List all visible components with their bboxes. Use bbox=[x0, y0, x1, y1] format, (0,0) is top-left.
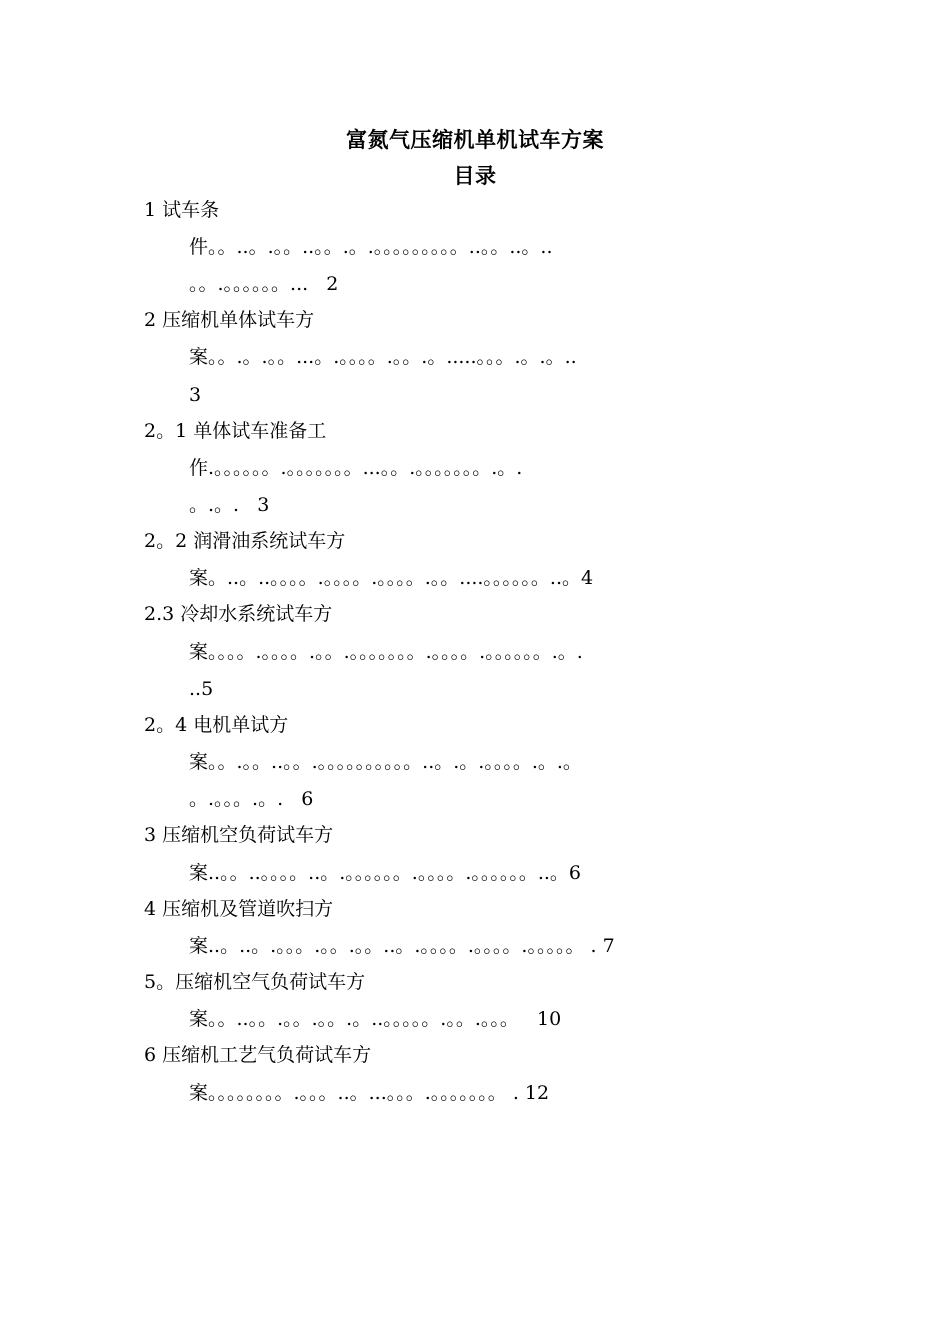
toc-entry-2-title: 2 压缩机单体试车方 bbox=[144, 309, 315, 331]
toc-entry-3-title: 3 压缩机空负荷试车方 bbox=[144, 824, 334, 846]
toc-entry-5-title: 5。压缩机空气负荷试车方 bbox=[144, 971, 366, 993]
toc-entry-2-2-title: 2。2 润滑油系统试车方 bbox=[144, 530, 346, 552]
toc-entry-4-leader: 案..。..。.。。。.。。.。。..。.。。。。.。。。。.。。。。。 . 7 bbox=[189, 935, 615, 957]
toc-entry-1-title: 1 试车条 bbox=[144, 199, 220, 221]
toc-entry-2-leader: 案。。.。.。。...。.。。。。.。。.。.....。。。.。.。.. bbox=[189, 346, 577, 368]
toc-entry-6-title: 6 压缩机工艺气负荷试车方 bbox=[144, 1044, 372, 1066]
toc-entry-2-1-leader: 作.。。。。。。.。。。。。。。...。。.。。。。。。。.。. bbox=[189, 457, 523, 479]
toc-entry-2-2-leader: 案。..。..。。。。.。。。。.。。。。.。。....。。。。。。..。4 bbox=[189, 567, 594, 589]
toc-entry-4-title: 4 压缩机及管道吹扫方 bbox=[144, 898, 334, 920]
toc-entry-5-leader: 案。。..。。.。。.。。.。..。。。。。.。。.。。。 10 bbox=[189, 1008, 562, 1030]
document-title: 富氮气压缩机单机试车方案 bbox=[346, 127, 604, 152]
toc-entry-2-3-leader: 案。。。。.。。。。.。。.。。。。。。。.。。。。.。。。。。。.。. bbox=[189, 641, 583, 663]
toc-heading: 目录 bbox=[453, 163, 497, 188]
toc-entry-2-4-page: 。.。。。.。. 6 bbox=[189, 788, 314, 810]
toc-entry-1-leader: 件。。..。.。。..。。.。.。。。。。。。。。..。。..。.. bbox=[189, 236, 553, 258]
toc-entry-3-leader: 案..。。..。。。。..。.。。。。。。.。。。。.。。。。。。..。6 bbox=[189, 862, 582, 884]
toc-entry-2-1-page: 。.。. 3 bbox=[189, 494, 270, 516]
toc-entry-2-3-title: 2.3 冷却水系统试车方 bbox=[144, 603, 333, 625]
toc-entry-2-1-title: 2。1 单体试车准备工 bbox=[144, 420, 327, 442]
toc-entry-2-4-title: 2。4 电机单试方 bbox=[144, 714, 289, 736]
toc-entry-2-4-leader: 案。。.。。..。。.。。。。。。。。。。..。.。.。。。。.。.。 bbox=[189, 751, 582, 773]
toc-entry-2-page: 3 bbox=[189, 384, 202, 406]
toc-entry-1-page: 。。.。。。。。。... 2 bbox=[189, 273, 339, 295]
toc-entry-2-3-page: ..5 bbox=[189, 678, 214, 700]
toc-entry-6-leader: 案。。。。。。。。.。。。..。...。。。.。。。。。。。 . 12 bbox=[189, 1082, 550, 1104]
